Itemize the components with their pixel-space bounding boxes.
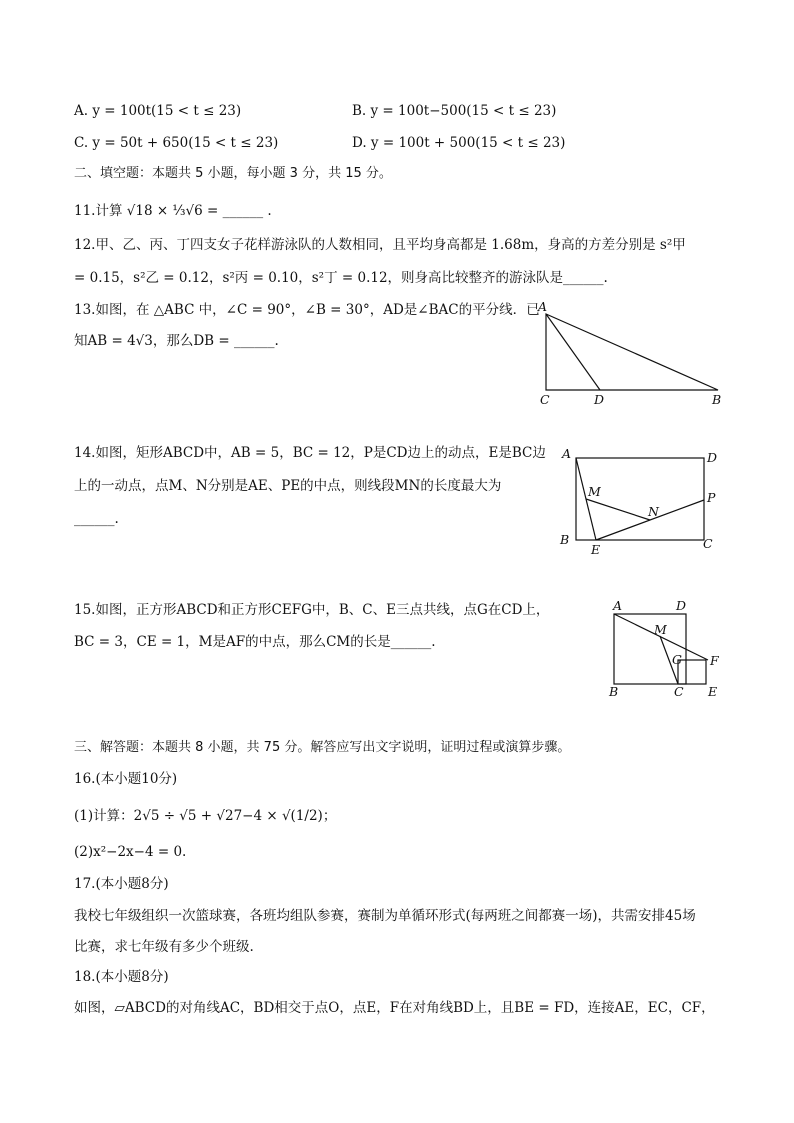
label-a: A bbox=[538, 300, 548, 314]
option-d: D. y = 100t + 500(15 < t ≤ 23) bbox=[352, 135, 566, 151]
squares-figure bbox=[606, 598, 726, 702]
question-11: 11.计算 √18 × ⅓√6 = ______ . bbox=[74, 203, 272, 219]
section-3-heading: 三、解答题：本题共 8 小题，共 75 分。解答应写出文字说明，证明过程或演算步骤。 bbox=[74, 740, 571, 755]
label-g: G bbox=[672, 652, 682, 667]
question-12-line2: = 0.15，s²乙 = 0.12，s²丙 = 0.10，s²丁 = 0.12，则身高比较整齐的游泳队是______. bbox=[74, 270, 608, 286]
triangle-abc-figure bbox=[530, 300, 730, 410]
label-d: D bbox=[707, 450, 718, 465]
question-16-title: 16.(本小题10分) bbox=[74, 771, 178, 787]
question-15-line2: BC = 3，CE = 1，M是AF的中点，那么CM的长是______. bbox=[74, 634, 436, 650]
question-14-line2: 上的一动点，点M、N分别是AE、PE的中点，则线段MN的长度最大为 bbox=[74, 478, 502, 494]
label-b: B bbox=[560, 532, 570, 547]
label-e: E bbox=[591, 542, 601, 557]
question-18-title: 18.(本小题8分) bbox=[74, 969, 169, 985]
question-14-line3: ______. bbox=[74, 511, 119, 527]
question-17-title: 17.(本小题8分) bbox=[74, 876, 169, 892]
question-16-part2: (2)x²−2x−4 = 0. bbox=[74, 844, 187, 860]
option-b: B. y = 100t−500(15 < t ≤ 23) bbox=[352, 103, 557, 119]
label-a: A bbox=[562, 446, 572, 461]
label-c: C bbox=[540, 392, 550, 407]
label-d: D bbox=[594, 392, 605, 407]
question-13-line2: 知AB = 4√3，那么DB = ______. bbox=[74, 333, 279, 349]
question-17-line2: 比赛，求七年级有多少个班级. bbox=[74, 939, 254, 955]
label-d: D bbox=[676, 598, 687, 613]
label-m: M bbox=[654, 622, 667, 637]
option-c: C. y = 50t + 650(15 < t ≤ 23) bbox=[74, 135, 279, 151]
question-18-line1: 如图，▱ABCD的对角线AC，BD相交于点O，点E，F在对角线BD上，且BE = FD，连接AE，EC，CF， bbox=[74, 1000, 715, 1016]
option-a: A. y = 100t(15 < t ≤ 23) bbox=[74, 103, 242, 119]
question-14-line1: 14.如图，矩形ABCD中，AB = 5，BC = 12，P是CD边上的动点，E是BC边 bbox=[74, 445, 546, 461]
question-16-part1: (1)计算：2√5 ÷ √5 + √27−4 × √(1/2)； bbox=[74, 808, 337, 824]
label-e: E bbox=[708, 684, 718, 699]
label-a: A bbox=[613, 598, 623, 613]
label-n: N bbox=[648, 504, 659, 519]
question-17-line1: 我校七年级组织一次篮球赛，各班均组队参赛，赛制为单循环形式(每两班之间都赛一场)，共需安排45场 bbox=[74, 908, 696, 924]
label-c: C bbox=[703, 536, 713, 551]
question-15-line1: 15.如图，正方形ABCD和正方形CEFG中，B、C、E三点共线，点G在CD上， bbox=[74, 602, 550, 618]
label-m: M bbox=[588, 484, 601, 499]
label-f: F bbox=[710, 653, 719, 668]
section-2-heading: 二、填空题：本题共 5 小题，每小题 3 分，共 15 分。 bbox=[74, 166, 392, 181]
question-13-line1: 13.如图，在 △ABC 中，∠C = 90°，∠B = 30°，AD是∠BAC的平分线．已 bbox=[74, 302, 540, 318]
label-c: C bbox=[674, 684, 684, 699]
rectangle-abcd-figure bbox=[556, 444, 726, 560]
label-p: P bbox=[707, 490, 716, 505]
question-12-line1: 12.甲、乙、丙、丁四支女子花样游泳队的人数相同，且平均身高都是 1.68m，身高的方差分别是 s²甲 bbox=[74, 237, 686, 253]
label-b: B bbox=[712, 392, 722, 407]
label-b: B bbox=[609, 684, 619, 699]
